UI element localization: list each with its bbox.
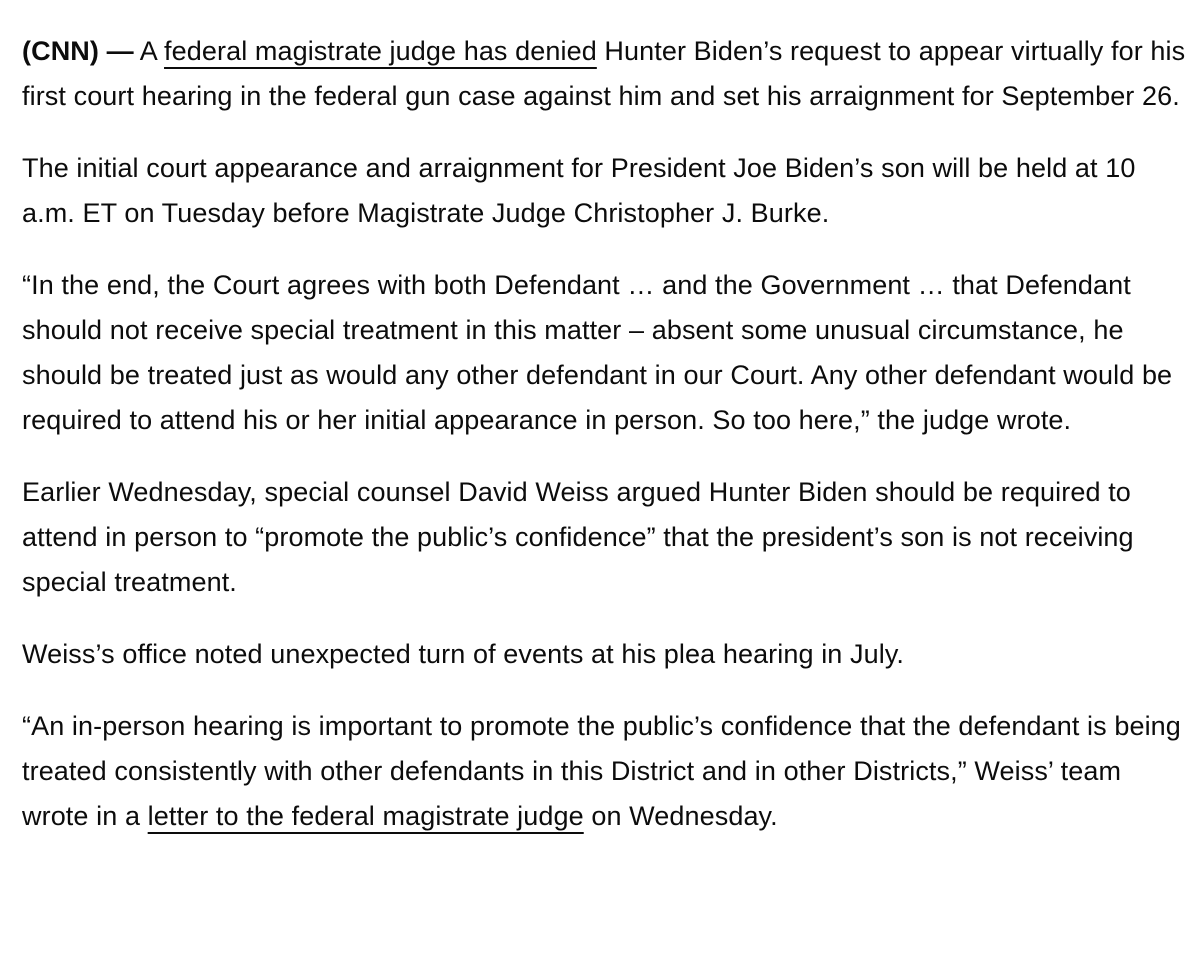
- letter-to-judge-link[interactable]: letter to the federal magistrate judge: [147, 801, 584, 831]
- paragraph-6: [22, 704, 1186, 839]
- paragraph-5: Weiss’s office noted unexpected turn of events at his plea hearing in July.: [22, 639, 905, 669]
- paragraph-6-text-start: “An in-person hearing is important to promote the public’s confidence that the defendant is being treated consistently with other defendants in this District and in other Districts,” Weiss’ team wrote in a: [22, 711, 1181, 831]
- paragraph-2: The initial court appearance and arraignment for President Joe Biden’s son will be held at 10 a.m. ET on Tuesday before Magistrate Judge Christopher J. Burke.: [22, 153, 1136, 228]
- paragraph-4: Earlier Wednesday, special counsel David Weiss argued Hunter Biden should be required to attend in person to “promote the public’s confidence” that the president’s son is not receiving special treatment.: [22, 477, 1134, 597]
- paragraph-1-text-end: Hunter Biden’s request to appear virtually for his first court hearing in the federal gun case against him and set his arraignment for September 26.: [22, 36, 1186, 111]
- magistrate-judge-denied-link[interactable]: federal magistrate judge has denied: [164, 36, 597, 66]
- paragraph-6-text-end: on Wednesday.: [583, 801, 778, 831]
- source-dateline: (CNN) —: [22, 36, 134, 66]
- paragraph-3-quote: “In the end, the Court agrees with both Defendant … and the Government … that Defendant should not receive special treatment in this matter – absent some unusual circumstance, he should be treated just as would any other defendant in our Court. Any other defendant would be required to attend his or her initial appearance in person. So too here,” the judge wrote.: [22, 270, 1173, 435]
- paragraph-1-text-start: A: [133, 36, 165, 66]
- paragraph-1: [22, 29, 1186, 119]
